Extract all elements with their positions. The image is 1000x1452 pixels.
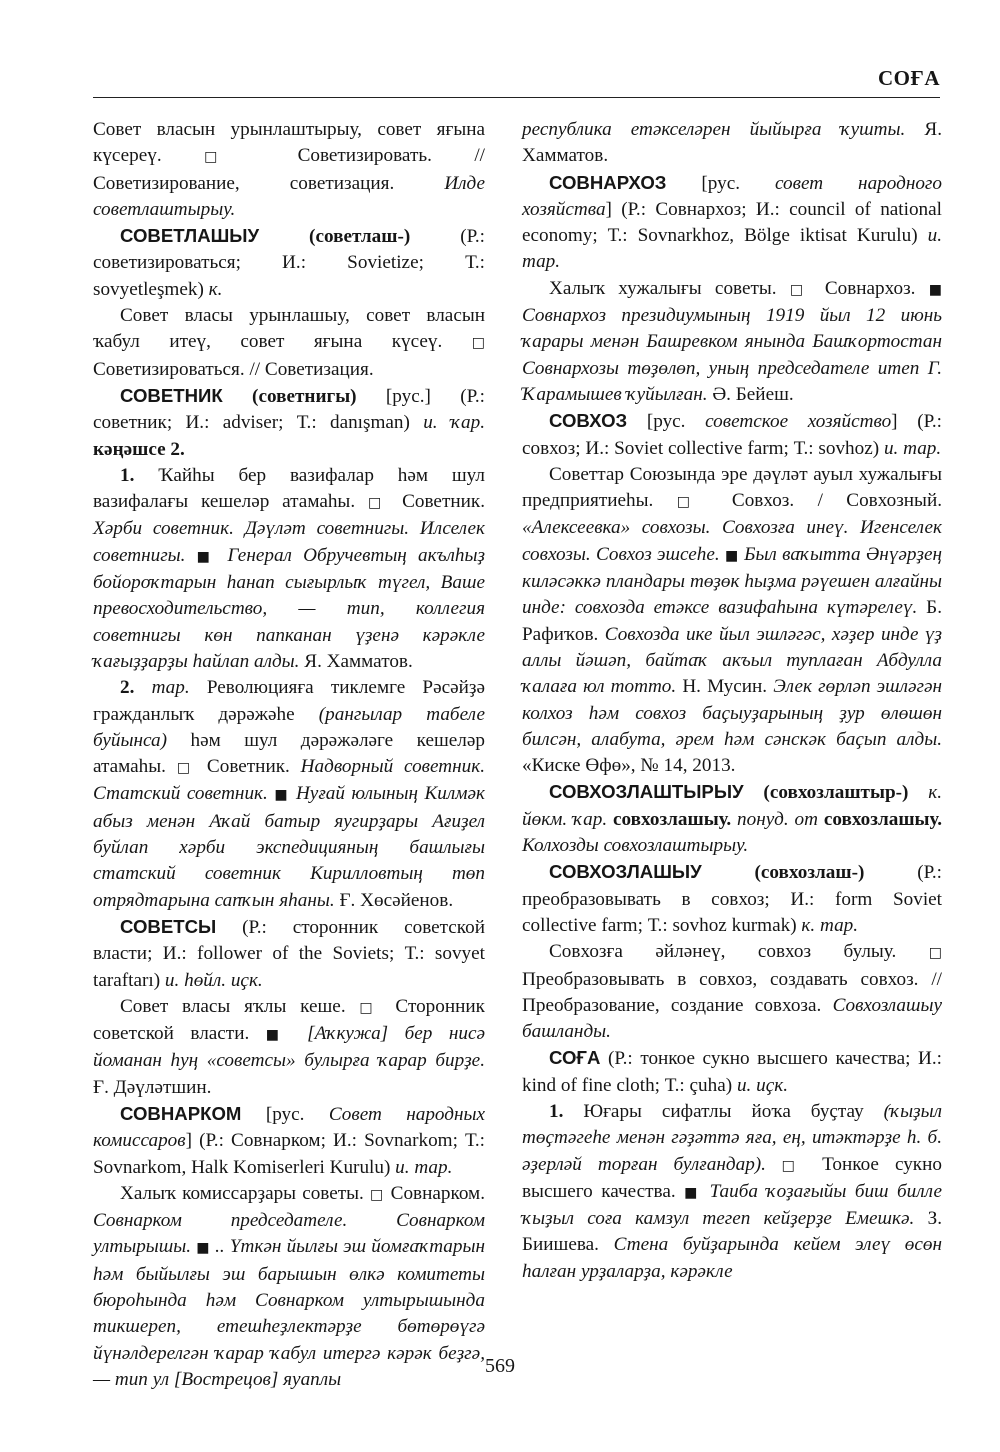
- headword: СОВНАРКОМ: [120, 1102, 242, 1124]
- header-rule: [93, 97, 940, 98]
- square-marker-icon: □: [765, 1157, 807, 1174]
- entry-sovnarkhoz: СОВНАРХОЗ [рус. совет народного хозяйства] (Р.: Совнархоз; И.: council of national economy; Т.: Sovnarkhoz, Bölge iktisat Kurulu) и. тар.: [522, 171, 943, 273]
- entry-sovnarkhoz-definition: Халыҡ хужалығы советы. □ Совнархоз. ■ Совнархоз президиумының 1919 йыл 12 июнь ҡарары менән Башревком янында Башҡортостан Совнархозы төҙөлөп, уның председателе итеп Г. Ҡарамышев ҡуйылған. Ә. Бейеш.: [522, 277, 942, 405]
- square-marker-icon: □: [471, 335, 485, 352]
- example-marker-icon: ■: [196, 1240, 210, 1257]
- sense-1: 1. Ҡайһы бер вазифалар һәм шул вазифалағы кешеләр атамаһы. □ Советник. Хәрби советник. Дәүләт советнигы. Илселек советнигы. ■ Генерал Обручевтың акълһыҙ бойороҡтарын һанап сығырлыҡ түгел, Ваше превосходительство, — тип, коллегия советнигы көн папканан үҙенә кәрәкле ҡағыҙҙарҙы һайлап алды. Я. Хамматов.: [93, 464, 485, 672]
- headword: СОҒА: [549, 1047, 601, 1069]
- entry-sovetlashyu-definition: Совет власы урынлашыу, совет власын ҡабул итеү, совет яғына күсеү. □ Советизироваться. // Советизация.: [93, 305, 485, 380]
- example-marker-icon: ■: [725, 547, 739, 564]
- headword: СОВНАРХОЗ: [549, 171, 667, 193]
- page-number: 569: [485, 1355, 515, 1377]
- entry-sovkhoz: СОВХОЗ [рус. советское хозяйство] (Р.: совхоз; И.: Soviet collective farm; Т.: sovhoz) и. тар.: [522, 410, 943, 459]
- square-marker-icon: □: [367, 495, 390, 512]
- headword: СОВЕТНИК: [120, 384, 223, 406]
- running-head: СОҒА: [877, 66, 940, 90]
- square-marker-icon: □: [204, 149, 256, 166]
- entry-sovetsy: СОВЕТСЫ (Р.: сторонник советской власти; И.: follower of the Soviets; Т.: sovyet taraftarı) и. һөйл. иҫк.: [93, 915, 485, 991]
- entry-sovetnik: СОВЕТНИК (советнигы) [рус.] (Р.: советник; И.: adviser; Т.: danışman) и. ҡар. кәңәшсе 2.: [93, 384, 485, 460]
- sense-1: 1. Юғары сифатлы йоҡа буҫтау (ҡыҙыл төҫтәгеһе менән гәҙәттә яға, ең, итәктәрҙе һ. б. әҙерләй торған булғандар). □ Тонкое сукно высшего качества. ■ Таиба ҡоҙағыйы биш билле ҡыҙыл соға камзул тегеп кейҙерҙе Емешкә. З. Биишева. Стена буйҙарында кейем элеү өсөн һалған урҙаларҙа, кәрәкле: [522, 1100, 942, 1282]
- example-marker-icon: ■: [928, 281, 942, 298]
- headword: СОВЕТСЫ: [120, 915, 217, 937]
- entry-sovnarkom-definition: Халыҡ комиссарҙары советы. □ Совнарком. Совнарком председателе. Совнарком ултырышы. ■ .. Үткән йылғы эш йомғаҡтарын һәм быйылғы эш барышын өлкә комитеты бюроһында һәм Совнарком ултырышында тикшереп, етешһеҙлектәрҙе бөтөрөүгә йүнәлдерелгән ҡарар ҡабул итергә кәрәк беҙгә, — тип ул [Вострецов] яуаплы: [93, 1182, 485, 1390]
- entry-sovkhozlashyu-definition: Совхозға әйләнеү, совхоз булыу. □ Преобразовывать в совхоз, создавать совхоз. // Преобразование, создание совхоза. Совхозлашыу башланды.: [522, 941, 942, 1043]
- square-marker-icon: □: [359, 999, 382, 1016]
- headword: СОВЕТЛАШЫУ: [120, 225, 260, 247]
- entry-sovetsy-definition: Совет власы яҡлы кеше. □ Сторонник советской власти. ■ [Аҡкужа] бер нисә йоманан һуң «советсы» булырға ҡарар бирҙе. Ғ. Дәүләтшин.: [93, 995, 485, 1098]
- entry-continuation: республика етәкселәрен йыйырға ҡушты. Я. Хамматов.: [522, 119, 942, 167]
- right-column: [522, 117, 942, 1285]
- square-marker-icon: □: [928, 945, 942, 962]
- entry-continuation: Совет власын урынлаштырыу, совет яғына күсереү. □ Советизировать. // Советизирование, советизация. Илде советлаштырыу.: [93, 119, 486, 220]
- entry-sovkhozlashtyryu: СОВХОЗЛАШТЫРЫУ (совхозлаштыр-) к. йөкм. ҡар. совхозлашыу. понуд. от совхозлашыу. Колхозды совхозлаштырыу.: [522, 781, 942, 857]
- square-marker-icon: □: [676, 494, 709, 511]
- sense-2: 2. тар. Революцияға тиклемге Рәсәйҙә гражданлыҡ дәрәжәһе (рангылар табеле буйынса) һәм шул дәрәжәләге кешеләр атамаһы. □ Советник. Надворный советник. Статский советник. ■ Нуғай юлының Килмәк абыз менән Аҡай батыр яугирҙары Ағиҙел буйлап хәрби экспедицияның башлығы статский советник Кирилловтың төп отрядтарына сапҡын яһаны. Ғ. Хөсәйенов.: [93, 677, 486, 911]
- left-column: [93, 117, 485, 1393]
- entry-sovnarkom: СОВНАРКОМ [рус. Совет народных комиссаров] (Р.: Совнарком; И.: Sovnarkom; Т.: Sovnarkom, Halk Komiserleri Kurulu) и. тар.: [93, 1102, 485, 1178]
- headword: СОВХОЗЛАШЫУ: [549, 861, 702, 883]
- example-marker-icon: ■: [265, 1027, 291, 1044]
- square-marker-icon: □: [176, 760, 197, 777]
- headword: СОВХОЗЛАШТЫРЫУ: [549, 781, 744, 803]
- headword: СОВХОЗ: [549, 410, 628, 432]
- example-marker-icon: ■: [196, 548, 217, 565]
- example-marker-icon: ■: [274, 787, 290, 804]
- entry-soga: СОҒА (Р.: тонкое сукно высшего качества; И.: kind of fine cloth; Т.: çuha) и. иҫк.: [522, 1047, 942, 1096]
- square-marker-icon: □: [789, 281, 812, 298]
- square-marker-icon: □: [369, 1186, 385, 1203]
- entry-sovkhozlashyu: СОВХОЗЛАШЫУ (совхозлаш-) (Р.: преобразовывать в совхоз; И.: form Soviet collective farm; Т.: sovhoz kurmak) к. тар.: [522, 861, 942, 936]
- example-marker-icon: ■: [684, 1184, 702, 1201]
- entry-sovkhoz-definition: Советтар Союзында эре дәүләт ауыл хужалығы предприятиеһы. □ Совхоз. / Совхозный. «Алексеевка» совхозы. Совхозға инеү. Игенселек совхозы. Совхоз эшсеһе. ■ Был ваҡытта Әнүәрҙең киләсәккә пландары төҙөк һыҙма рәүешен алғайны инде: совхозда етәксе вазифаһына күтәрелеү. Б. Рафиҡов. Совхозда ике йыл эшләгәс, хәҙер инде үҙ аллы йәшәп, байтаҡ акъыл туплаған Абдулла ҡалаға юл тотто. Н. Мусин. Элек гөрләп эшләгән колхоз һәм совхоз баҫыуҙарының ҙур өлөшөн билсән, алабута, әрем һәм сәнскәк баҫып алды. «Киске Өфө», № 14, 2013.: [522, 463, 943, 777]
- entry-sovetlashyu: СОВЕТЛАШЫУ (советлаш-) (Р.: советизироваться; И.: Sovietize; Т.: sovyetleşmek) к.: [93, 225, 485, 300]
